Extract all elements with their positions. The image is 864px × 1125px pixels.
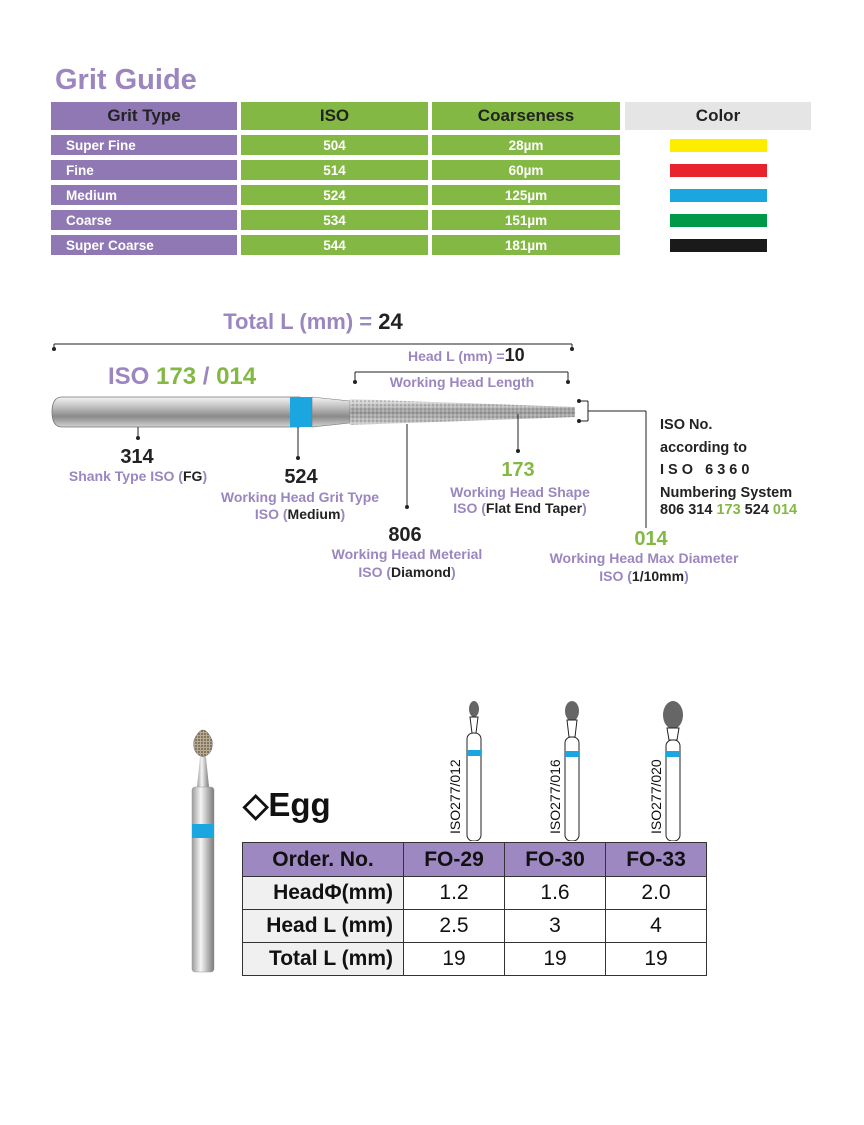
product-code-label: ISO277/016: [547, 759, 563, 834]
order-code-cell: FO-30: [505, 843, 606, 877]
coarseness-cell: 151µm: [432, 210, 620, 230]
grit-type-cell: Coarse: [51, 210, 237, 230]
iso-code-title: ISO 173 / 014: [108, 363, 257, 390]
order-code-cell: FO-29: [404, 843, 505, 877]
table-cell: 19: [404, 943, 505, 976]
color-swatch-yellow: [670, 139, 767, 152]
iso-header: ISO: [241, 102, 428, 130]
order-code-cell: FO-33: [606, 843, 707, 877]
coarseness-cell: 125µm: [432, 185, 620, 205]
diameter-number: 014: [634, 528, 668, 550]
material-value: ISO (Diamond): [358, 564, 456, 580]
grit-type-header: Grit Type: [51, 102, 237, 130]
coarseness-cell: 28µm: [432, 135, 620, 155]
table-row: [243, 910, 707, 943]
table-cell: 4: [606, 910, 707, 943]
grit-number: 524: [284, 466, 318, 488]
product-code-label: ISO277/012: [447, 759, 463, 834]
coarseness-cell: 181µm: [432, 235, 620, 255]
row-label: Head L (mm): [243, 910, 404, 943]
working-head-length-label: Working Head Length: [389, 374, 535, 390]
grit-type-cell: Super Fine: [51, 135, 237, 155]
iso-cell: 534: [241, 210, 428, 230]
table-cell: 2.0: [606, 877, 707, 910]
table-cell: 3: [505, 910, 606, 943]
table-row: [243, 877, 707, 910]
table-cell: 19: [505, 943, 606, 976]
iso-cell: 504: [241, 135, 428, 155]
grit-type-cell: Super Coarse: [51, 235, 237, 255]
table-cell: 19: [606, 943, 707, 976]
row-label: HeadΦ(mm): [243, 877, 404, 910]
head-length-label: Head L (mm) =10: [408, 345, 525, 365]
table-row: [243, 943, 707, 976]
shank-number: 314: [120, 446, 154, 468]
diameter-label: Working Head Max Diameter: [549, 550, 739, 566]
grit-type-value: ISO (Medium): [254, 506, 346, 522]
coarseness-cell: 60µm: [432, 160, 620, 180]
grit-type-cell: Medium: [51, 185, 237, 205]
material-number: 806: [388, 524, 422, 546]
iso-full-code: 806 314 173 524 014: [660, 502, 798, 518]
diameter-value: ISO (1/10mm): [599, 568, 689, 584]
iso-number-note: ISO No. according to I S O 6 3 6 0 Numbering System: [660, 417, 793, 501]
grit-type-label: Working Head Grit Type: [220, 489, 380, 505]
table-cell: 1.6: [505, 877, 606, 910]
shape-label: Working Head Shape: [450, 484, 590, 500]
color-swatch-red: [670, 164, 767, 177]
shape-value: ISO (Flat End Taper): [453, 500, 587, 516]
color-swatch-blue: [670, 189, 767, 202]
color-swatch-black: [670, 239, 767, 252]
shank-type-label: Shank Type ISO (FG): [68, 468, 208, 484]
iso-cell: 514: [241, 160, 428, 180]
iso-cell: 544: [241, 235, 428, 255]
shape-number: 173: [501, 459, 535, 481]
shape-heading: ◇Egg: [243, 786, 331, 823]
material-label: Working Head Meterial: [331, 546, 483, 562]
egg-spec-table: [242, 842, 707, 976]
page-title: Grit Guide: [55, 64, 197, 96]
coarseness-header: Coarseness: [432, 102, 620, 130]
table-cell: 1.2: [404, 877, 505, 910]
color-header: Color: [625, 102, 811, 130]
grit-type-cell: Fine: [51, 160, 237, 180]
order-no-header: Order. No.: [243, 843, 404, 877]
table-cell: 2.5: [404, 910, 505, 943]
table-header-row: [243, 843, 707, 877]
color-swatch-green: [670, 214, 767, 227]
product-code-label: ISO277/020: [648, 759, 664, 834]
iso-cell: 524: [241, 185, 428, 205]
row-label: Total L (mm): [243, 943, 404, 976]
total-length-label: Total L (mm) = 24: [223, 309, 403, 334]
egg-bur-photo: [183, 724, 223, 976]
